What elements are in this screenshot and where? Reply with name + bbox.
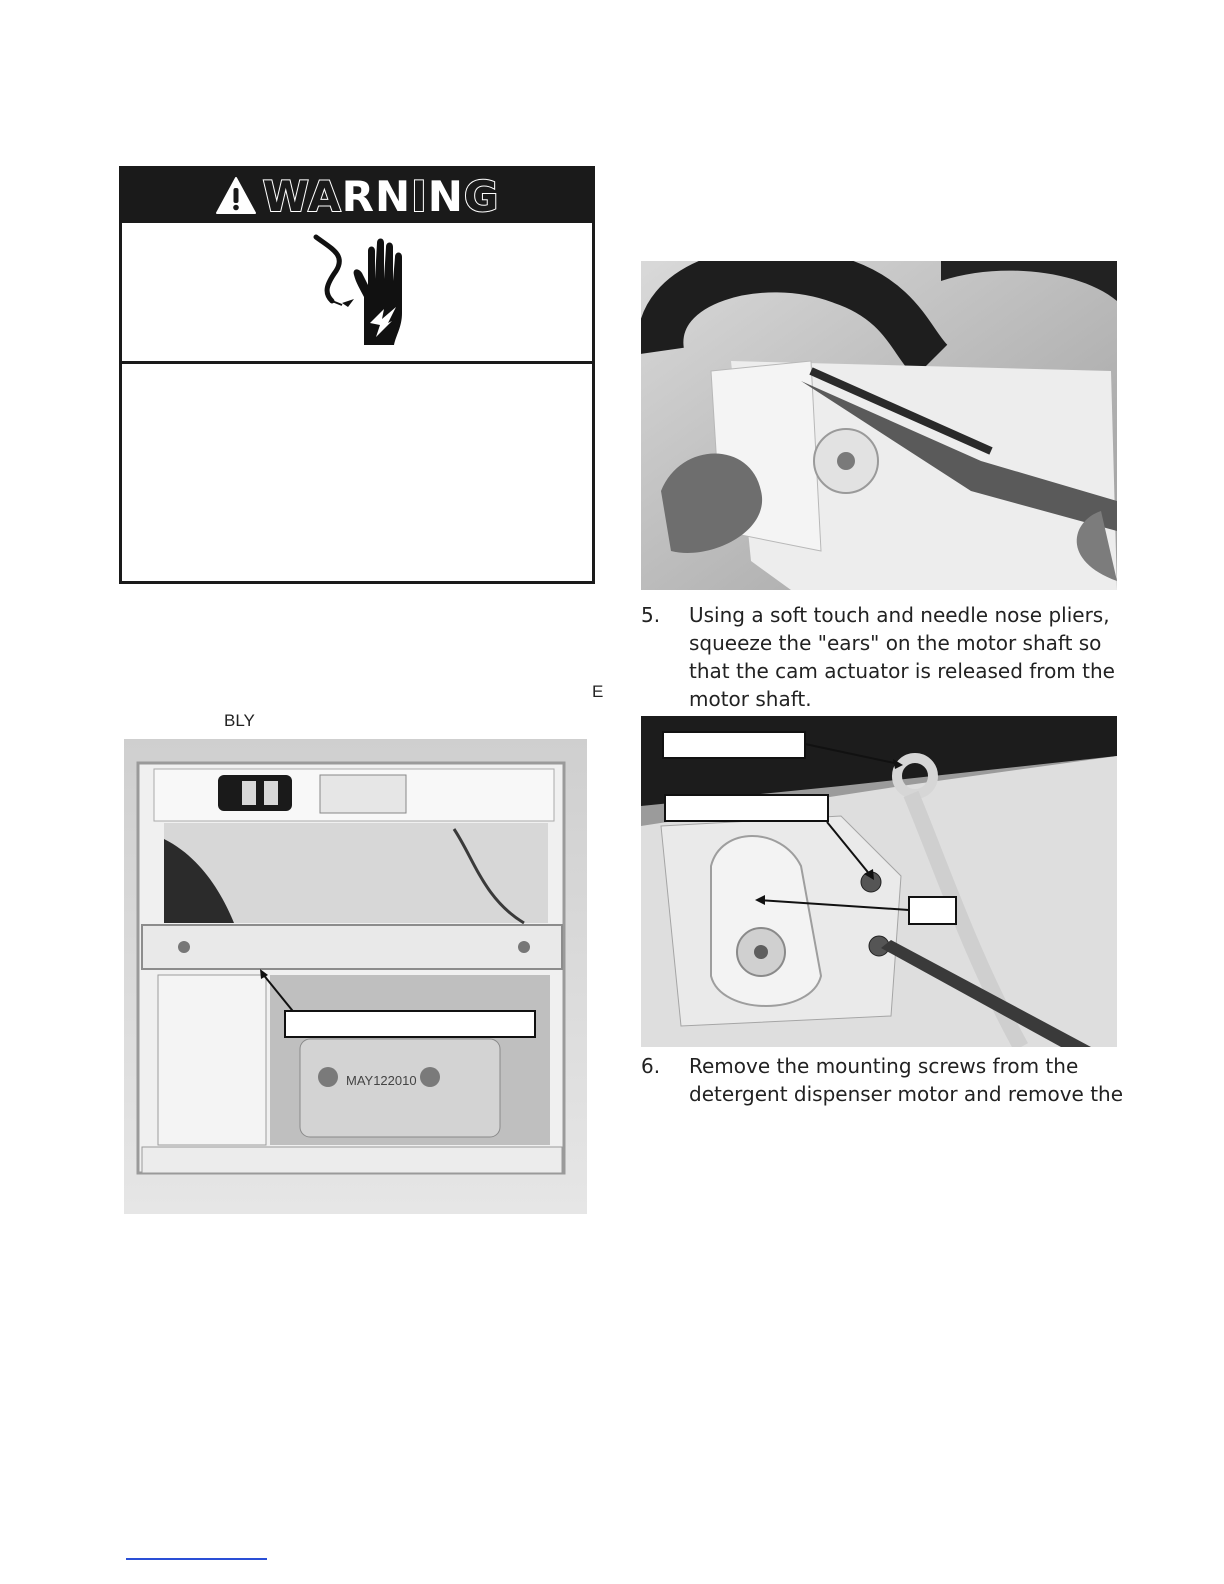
step-text [689,601,1129,713]
step-number: 6. [641,1054,661,1078]
washer-console-rear-photo [124,739,587,1214]
step-line: motor shaft. [689,687,812,711]
step-line: squeeze the "ears" on the motor shaft so [689,631,1102,655]
photo-label-box [662,731,806,759]
fragment-letter: E [592,682,604,701]
step-5 [641,601,1141,713]
step-line: Using a soft touch and needle nose pliers, [689,603,1110,627]
photo-label-box [664,794,829,822]
pliers-on-cam-actuator-photo [641,261,1117,590]
step-6 [641,1052,1141,1108]
electrical-shock-hand-icon [284,227,424,357]
step-line: that the cam actuator is released from the [689,659,1115,683]
step-line: Remove the mounting screws from the [689,1054,1079,1078]
step-text [689,1052,1129,1108]
step-line: detergent dispenser motor and remove the [689,1082,1124,1106]
step-number: 5. [641,603,661,627]
warning-title: WARNING [262,171,500,221]
warning-header [122,169,592,223]
photo-stamp: MAY122010 [346,1073,417,1088]
warning-symbol-area [122,223,592,364]
warning-box [119,166,595,584]
alert-triangle-icon [215,176,257,216]
fragment-word: BLY [224,711,255,730]
photo-label-box [284,1010,536,1038]
photo-label-box [908,896,957,925]
warning-text-area [122,364,592,581]
footer-link-underline [126,1558,267,1560]
dispenser-motor-screws-photo [641,716,1117,1047]
